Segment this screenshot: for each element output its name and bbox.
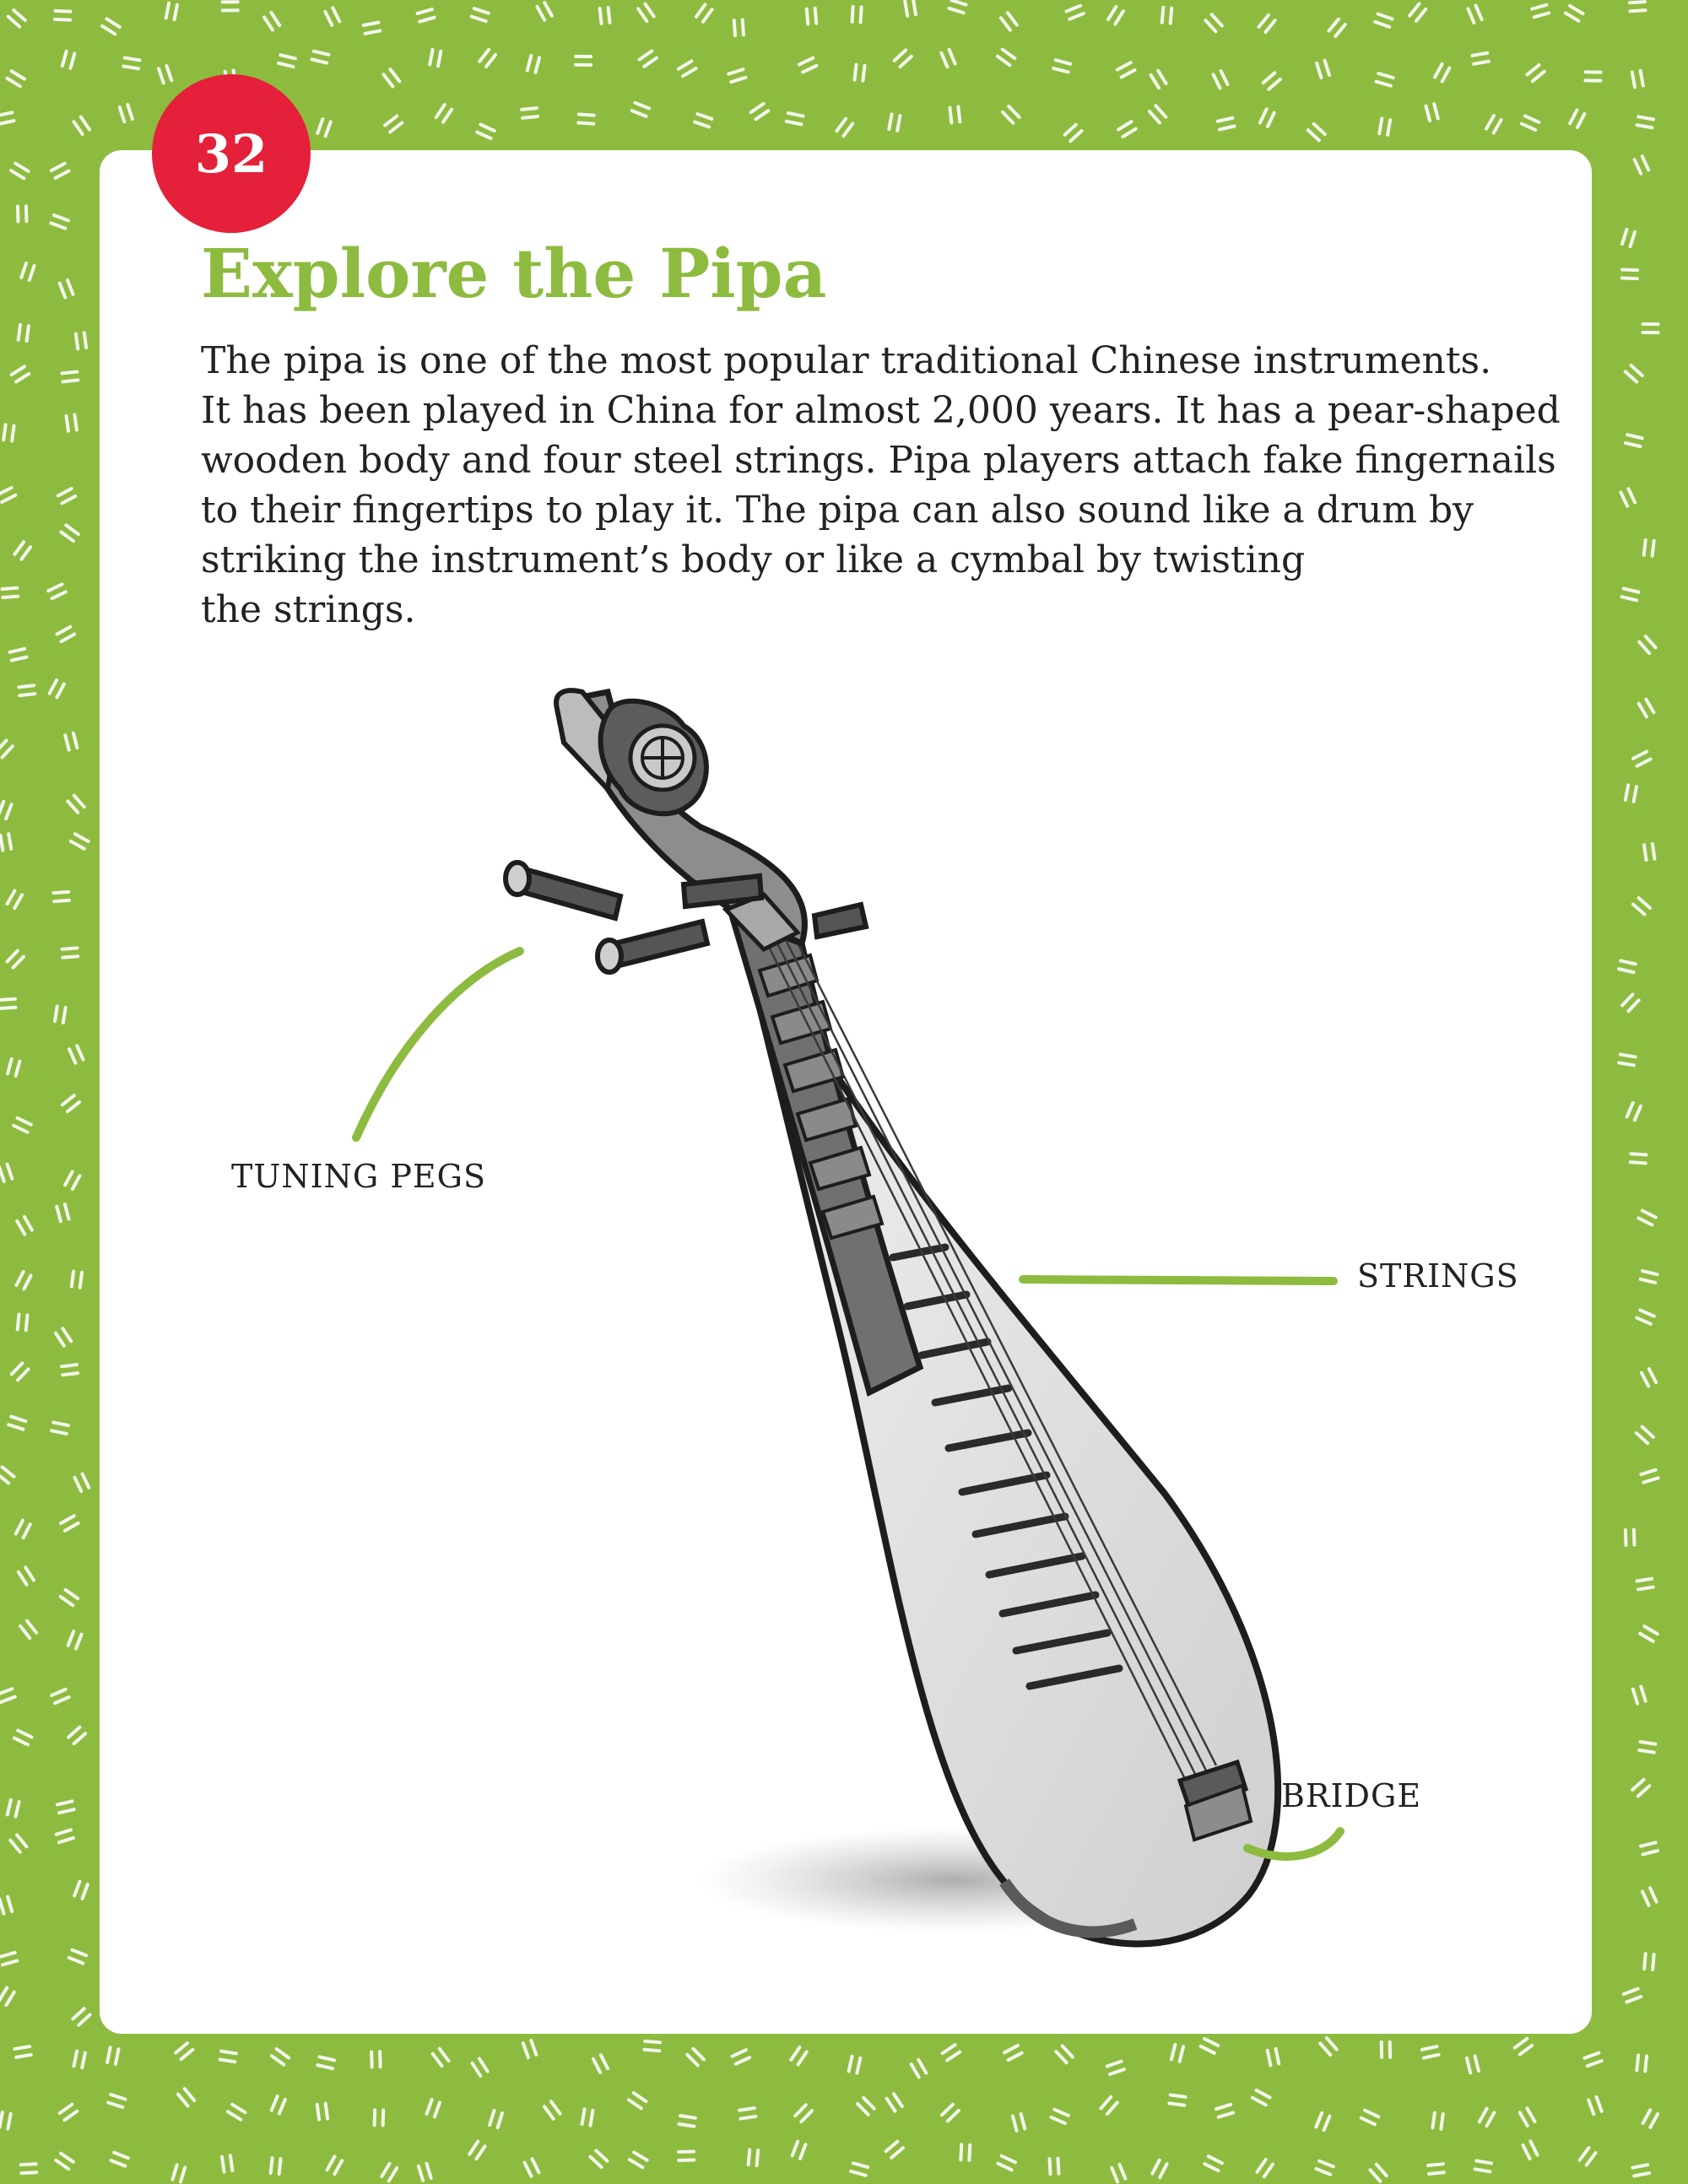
tuning-pegs-arrow xyxy=(356,951,520,1138)
body-line: striking the instrument’s body or like a cymbal by twisting xyxy=(201,538,1306,581)
page-number-badge xyxy=(152,74,311,233)
body-line: wooden body and four steel strings. Pipa players attach fake fingernails xyxy=(201,439,1556,482)
body-paragraph xyxy=(201,336,1568,635)
label-bridge: BRIDGE xyxy=(1281,1777,1422,1814)
body-line: to their fingertips to play it. The pipa can also sound like a drum by xyxy=(201,489,1474,532)
body-line: The pipa is one of the most popular traditional Chinese instruments. xyxy=(201,339,1492,382)
page-title: Explore the Pipa xyxy=(201,234,827,313)
strings-arrow xyxy=(1023,1279,1334,1281)
label-tuning-pegs: TUNING PEGS xyxy=(231,1158,487,1195)
body-line: the strings. xyxy=(201,588,416,631)
label-strings: STRINGS xyxy=(1357,1257,1519,1295)
body-line: It has been played in China for almost 2,000 years. It has a pear-shaped xyxy=(201,389,1561,432)
page-number: 32 xyxy=(194,122,268,185)
